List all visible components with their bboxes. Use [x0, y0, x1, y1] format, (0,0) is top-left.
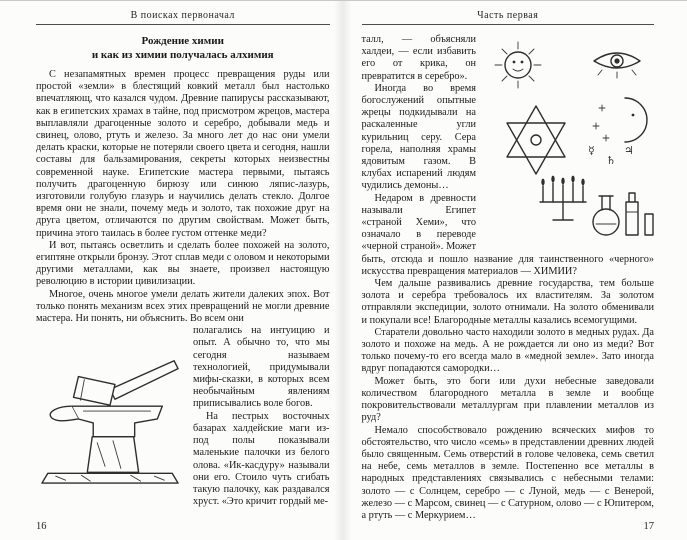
- svg-text:☿: ☿: [588, 144, 595, 157]
- alchemy-illustration: [484, 36, 654, 238]
- chapter-title: [36, 34, 330, 62]
- anvil-icon: [50, 406, 162, 437]
- paragraph: Недаром в древности называли Египет «страной Хеми», что означало в переводе «черной страной». Может быть, отсюда и пошло название для таинственного «черного» искусства превращения материалов — ХИМИИ?: [361, 192, 654, 277]
- paragraph: На пестрых восточных базарах халдейские маги из-под полы показывали маленькие палочки из белого олова. «Ик-касдуру» называли они его. Стоило чуть сгибать такую палочку, как раздавался хруст. «Это кричит гордый ме-: [193, 410, 330, 508]
- chapter-title-line2: и как из химии получалась алхимия: [91, 49, 274, 61]
- flask-icon: [593, 193, 653, 235]
- hammer-icon: [73, 361, 178, 405]
- eye-icon: [594, 53, 640, 78]
- sun-icon: [495, 42, 541, 88]
- moon-icon: [593, 98, 647, 142]
- paragraph: Может быть, это боги или духи небесные заведовали количеством благородного металла в земле и вообще покровительствовали металлургам при плавлении металлов из руд?: [361, 375, 654, 424]
- paragraph: С незапамятных времен процесс превращения руды или простой «земли» в блестящий ковкий металл был настолько впечатляющ, что казался чудом. Древние папирусы рассказывают, как в египетских храмах в тайне, под присмотром жрецов, мастера выплавляли драгоценные золото и серебро, добывали медь и свинец, олово, ртуть и железо. За много лет до нас они умели делать краски, которые не потеряли своего цвета и сегодня, нашли составы для бальзамирования, секреты которых неизвестны современной науке. Египетские мастера первыми, пытаясь получить драгоценную бирюзу или синюю ляпис-лазурь, изготовили голубую глазурь и научились делать стекло. Долгое время они не знали, почему медь и золото, так похожие друг на друга цветом, отличаются по другим свойствам. Может быть, причина этого таилась в более густом оттенке меди?: [36, 69, 330, 239]
- svg-text:♄: ♄: [606, 154, 616, 167]
- paragraph: Чем дальше развивались древние государства, тем больше золота и серебра требовалось их властителям. За золотом отправляли экспедиции, золото отнимали. На золото обменивали и покупали все! Благородные металлы казались всемогущими.: [361, 278, 654, 326]
- anvil-stand: [87, 437, 138, 473]
- page-number-right: 17: [643, 521, 654, 532]
- paragraph: Старатели довольно часто находили золото в медных рудах. Да золото и похоже на медь. А не рождается ли оно из меди? Вот только почему-то его всегда мало в «медной земле». Зато иногда вдруг попадаются самородки…: [361, 326, 654, 375]
- hexagram-icon: [507, 106, 565, 174]
- anvil-base: [42, 474, 178, 484]
- page-number-left: 16: [36, 521, 47, 532]
- header-rule-left: [36, 24, 330, 25]
- right-page: [344, 1, 687, 540]
- chapter-title-line1: Рождение химии: [141, 35, 224, 47]
- hammer-anvil-illustration: [36, 327, 184, 509]
- hammer-anvil-drawing: [36, 327, 184, 509]
- paragraph: полагались на интуицию и опыт. А обычно то, что мы сегодня называем технологией, придумывали мифы-сказки, в которых всем необычайным явлениям приписывались воле богов.: [193, 325, 330, 410]
- paragraph: Иногда во время богослужений опытные жрецы подкидывали на раскаленные угли курильниц серу. Сера горела, наполняя храмы ядовитым газом. В клубах испарений людям чудились демоны…: [361, 82, 476, 192]
- running-head-right: Часть первая: [477, 10, 539, 21]
- running-head-left: В поисках первоначал: [130, 10, 235, 21]
- paragraph: талл, — объясняли халдеи, — если избавить его от крика, он превратится в серебро».: [361, 34, 476, 82]
- planet-symbols-icon: [588, 144, 634, 167]
- header-rule-right: [362, 24, 655, 25]
- paragraph: Немало способствовало рождению всяческих мифов то обстоятельство, что число «семь» в представлении древних людей было священным. Семь отверстий в голове человека, семь светил на небе, семь металлов в земле. Постепенно все металлы в народных представлениях связывались с небесными телами: золото — с Солнцем, серебро — с Луной, медь — с Венерой, железо — с Марсом, свинец — с Сатурном, олово — с Юпитером, а ртуть — с Меркурием…: [361, 424, 654, 521]
- alchemy-symbols-drawing: [484, 36, 654, 238]
- svg-text:♃: ♃: [624, 144, 634, 157]
- paragraph: Многое, очень многое умели делать жители далеких эпох. Вот только понять механизм всех этих превращений не могли древние мастера. Ни понять, ни объяснить. Во всем они: [36, 288, 330, 325]
- candles-icon: [540, 176, 586, 220]
- paragraph: И вот, пытаясь осветлить и сделать более похожей на золото, египтяне открыли бронзу. Этот сплав меди с оловом и некоторыми другими металлами, как вы знаете, произвел настоящую революцию в истории цивилизации.: [36, 239, 330, 288]
- left-page: [0, 1, 344, 540]
